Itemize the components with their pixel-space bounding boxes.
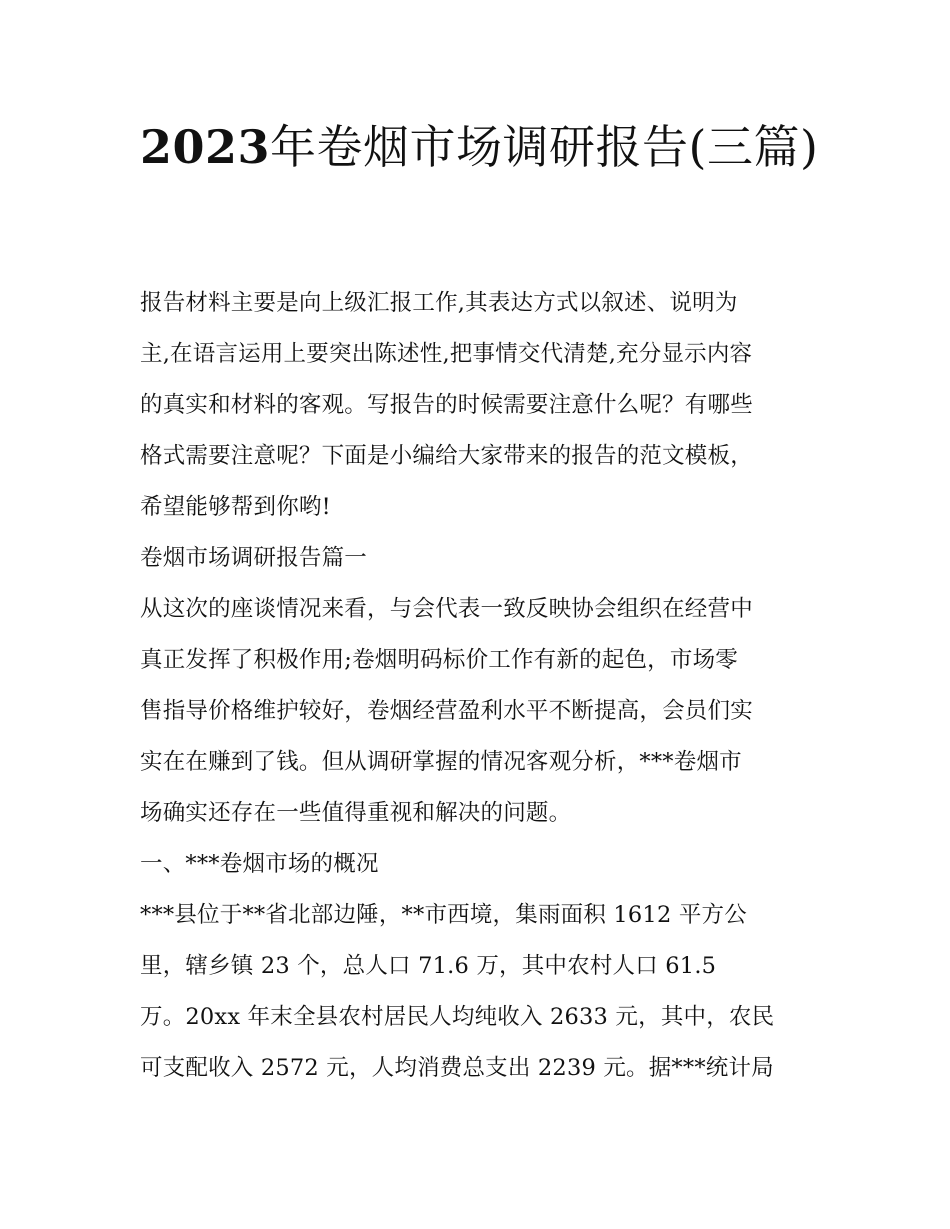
text-line: 格式需要注意呢？下面是小编给大家带来的报告的范文模板， <box>140 443 753 469</box>
body-paragraph-2 <box>140 890 820 1094</box>
intro-paragraph <box>140 278 820 533</box>
section-heading-part-one <box>140 533 820 584</box>
text-line: 报告材料主要是向上级汇报工作,其表达方式以叙述、说明为 <box>140 290 738 316</box>
text-line: 的真实和材料的客观。写报告的时候需要注意什么呢？有哪些 <box>140 392 753 418</box>
text-line: 里，辖乡镇 23 个，总人口 71.6 万，其中农村人口 61.5 <box>140 953 717 979</box>
body-paragraph-1 <box>140 584 820 839</box>
text-line: 万。20xx 年末全县农村居民人均纯收入 2633 元，其中，农民 <box>140 1004 775 1030</box>
text-line: 真正发挥了积极作用;卷烟明码标价工作有新的起色，市场零 <box>140 647 738 673</box>
title-text: 年卷烟市场调研报告(三篇) <box>270 120 819 174</box>
text-line: 希望能够帮到你哟! <box>140 494 331 520</box>
title-year: 2023 <box>140 120 271 174</box>
subsection-heading: 一、***卷烟市场的概况 <box>140 851 379 877</box>
text-line: 从这次的座谈情况来看，与会代表一致反映协会组织在经营中 <box>140 596 753 622</box>
subsection-heading-overview <box>140 839 820 890</box>
section-heading: 卷烟市场调研报告篇一 <box>140 545 368 571</box>
text-line: 售指导价格维护较好，卷烟经营盈利水平不断提高，会员们实 <box>140 698 753 724</box>
text-line: 主,在语言运用上要突出陈述性,把事情交代清楚,充分显示内容 <box>140 341 753 367</box>
document-title <box>140 112 820 182</box>
text-line: 实在在赚到了钱。但从调研掌握的情况客观分析，***卷烟市 <box>140 749 742 775</box>
text-line: ***县位于**省北部边陲，**市西境，集雨面积 1612 平方公 <box>140 902 747 928</box>
text-line: 可支配收入 2572 元，人均消费总支出 2239 元。据***统计局 <box>140 1055 774 1081</box>
text-line: 场确实还存在一些值得重视和解决的问题。 <box>140 800 572 826</box>
document-body <box>140 278 820 1094</box>
